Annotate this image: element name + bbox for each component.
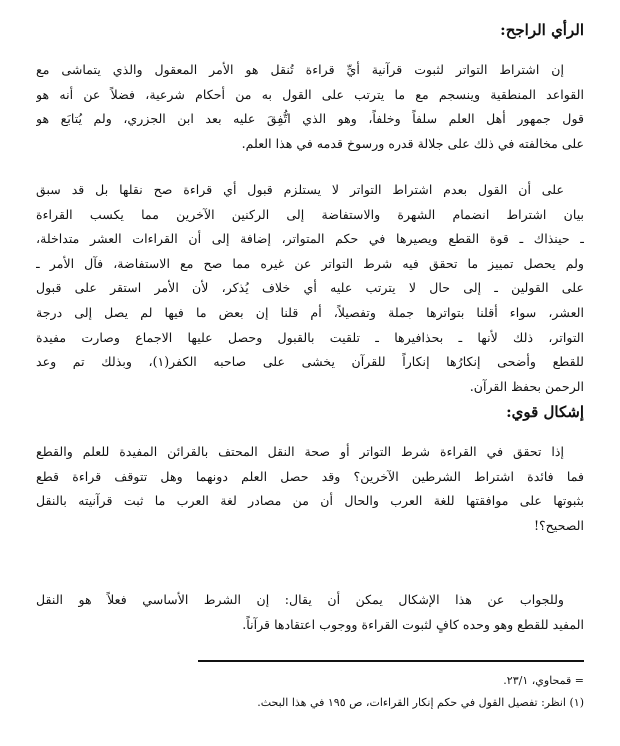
text-line: وللجواب عن هذا الإشكال يمكن أن يقال: إن الشرط الأساسي فعلاً هو النقل <box>36 592 564 607</box>
text-line: قول جمهور أهل العلم سلفاً وخلفاً، وهو الذي اتُّفِقَ عليه بعد ابن الجزري، ولم يُتابَع هو <box>36 111 584 127</box>
paragraph-non-requirement <box>36 178 584 399</box>
footnote-1: (١) انظر: تفصيل القول في حكم إنكار القراءات، ص ١٩٥ في هذا البحث. <box>257 696 584 709</box>
text-line: الرحمن بحفظ القرآن. <box>469 378 584 394</box>
footnote-separator <box>198 660 584 662</box>
text-line: الصحيح؟! <box>533 517 584 533</box>
text-line: فما فائدة اشتراط الشرطين الآخرين؟ وقد حصل العلم دونهما وهل تتوقف قراءة قطع <box>36 468 584 484</box>
text-line: للقطع وأضحى إنكارُها إنكاراً للقرآن يخشى على صاحبه الكفر(١)، وبذلك تم وعد <box>36 354 584 370</box>
footnote-reference: = قمحاوي، ٢٣/١. <box>503 674 584 687</box>
text-line: ولم يحصل تمييز ما تحقق فيه شرط التواتر عن غيره مما صح مع الاستفاضة، فآل الأمر ـ <box>36 255 584 271</box>
paragraph-preferred-opinion <box>36 58 584 156</box>
paragraph-objection <box>36 440 584 538</box>
heading-strong-objection: إشكال قوي: <box>506 403 584 421</box>
text-line: ـ حينذاك ـ قوة القطع ويصيرها في حكم المتواتر، إضافة إلى أن القراءات العشر متداخلة، <box>36 231 584 247</box>
text-line: التواتر، ذلك لأنها ـ بحذافيرها ـ تلقيت بالقبول وحصل عليها الاجماع وصارت مفيدة <box>36 329 584 345</box>
heading-preferred-opinion: الرأي الراجح: <box>500 21 584 39</box>
text-line: القواعد المنطقية وينسجم مع ما يترتب على القول به من أحكام شرعية، فضلاً عن أنه هو <box>36 86 584 102</box>
text-line: على مخالفته في ذلك على جلالة قدره ورسوخ قدمه في هذا العلم. <box>241 135 584 151</box>
text-line: على أن القول بعدم اشتراط التواتر لا يستلزم قبول أي قراءة صح نقلها بل قد سبق <box>36 182 564 197</box>
text-line: بيان اشتراط انضمام الشهرة والاستفاضة إلى الركنين الآخرين مما يكسب القراءة <box>36 206 584 222</box>
text-line: بثبوتها على موافقتها للغة العرب والحال أن من مصادر لغة العرب ما ثبت قرآنيته بالنقل <box>36 493 584 509</box>
text-line: المفيد للقطع وهو وحده كافٍ لثبوت القراءة ووجوب اعتقادها قرآناً. <box>242 616 584 632</box>
text-line: إذا تحقق في القراءة شرط التواتر أو صحة النقل المحتف بالقرائن المفيدة للعلم والقطع <box>36 444 564 459</box>
text-line: على القولين ـ إلى حال لا يترتب عليه أي خلاف يُذكر، لأن الأمر استقر على قبول <box>36 280 584 296</box>
paragraph-answer <box>36 588 584 637</box>
text-line: إن اشتراط التواتر لثبوت قرآنية أيِّ قراءة تُنقل هو الأمر المعقول والذي يتماشى مع <box>36 62 564 77</box>
text-line: العشر، سواء أقلنا بتواترها جملة وتفصيلاً، أم قلنا إن بعض ما فيها لم يصل إلى درجة <box>36 304 584 320</box>
